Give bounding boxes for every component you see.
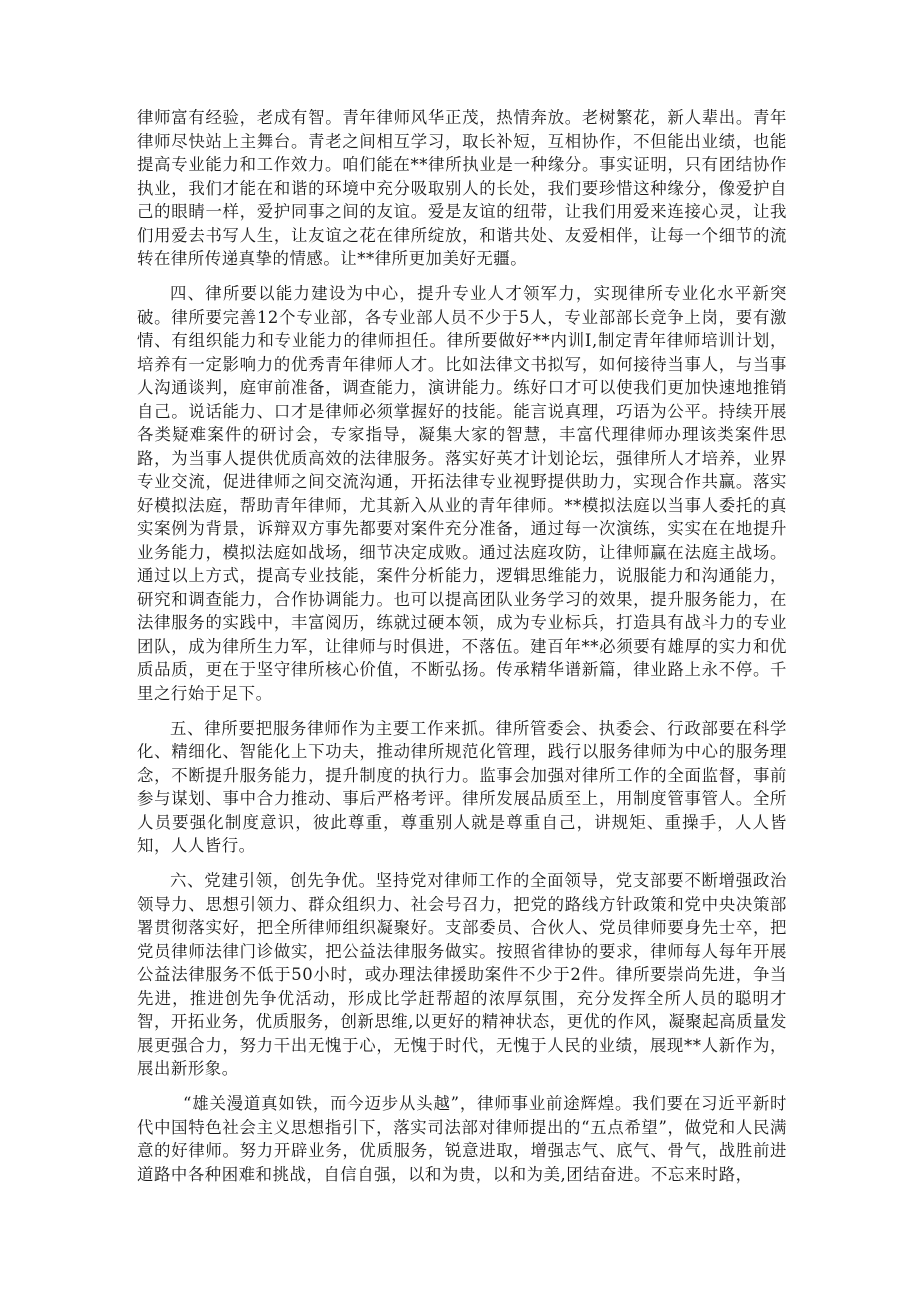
paragraph-continuation: 律师富有经验，老成有智。青年律师风华正茂，热情奔放。老树繁花，新人辈出。青年律师尽快站上主舞台。青老之间相互学习，取长补短，互相协作，不但能出业绩，也能提高专业能力和工作效力。咱们能在**律所执业是一种缘分。事实证明，只有团结协作执业，我们才能在和谐的环境中充分吸取别人的长处，我们要珍惜这种缘分，像爱护自己的眼睛一样，爱护同事之间的友谊。爱是友谊的纽带，让我们用爱来连接心灵，让我们用爱去书写人生，让友谊之花在律所绽放，和谐共处、友爱相伴，让每一个细节的流转在律所传递真挚的情感。让**律所更加美好无疆。 xyxy=(137,108,787,268)
paragraph-section-six: 六、党建引领，创先争优。坚持党对律师工作的全面领导，党支部要不断增强政治领导力、思想引领力、群众组织力、社会号召力，把党的路线方针政策和党中央决策部署贯彻落实好，把全所律师组织凝聚好。支部委员、合伙人、党员律师要身先士卒，把党员律师法律门诊做实，把公益法律服务做实。按照省律协的要求，律师每人每年开展公益法律服务不低于50小时，或办理法律援助案件不少于2件。律所要崇尚先进，争当先进，推进创先争优活动，形成比学赶帮超的浓厚氛围，充分发挥全所人员的聪明才智，开拓业务，优质服务，创新思维,以更好的精神状态，更优的作风，凝聚起高质量发展更强合力，努力干出无愧于心，无愧于时代，无愧于人民的业绩，展现**人新作为，展出新形象。 xyxy=(137,871,787,1078)
paragraph-section-four: 四、律所要以能力建设为中心，提升专业人才领军力，实现律所专业化水平新突破。律所要完善12个专业部，各专业部人员不少于5人，专业部部长竞争上岗，要有激情、有组织能力和专业能力的律师担任。律所要做好**内训I,制定青年律师培训计划，培养有一定影响力的优秀青年律师人才。比如法律文书拟写，如何接待当事人，与当事人沟通谈判，庭审前准备，调查能力，演讲能力。练好口才可以使我们更加快速地推销自己。说话能力、口才是律师必须掌握好的技能。能言说真理，巧语为公平。持续开展各类疑难案件的研讨会，专家指导，凝集大家的智慧，丰富代理律师办理该类案件思路，为当事人提供优质高效的法律服务。落实好英才计划论坛，强律所人才培养，业界专业交流，促进律师之间交流沟通，开拓法律专业视野提供助力，实现合作共赢。落实好模拟法庭，帮助青年律师，尤其新入从业的青年律师。**模拟法庭以当事人委托的真实案例为背景，诉辩双方事先都要对案件充分准备，通过每一次演练，实实在在地提升业务能力，模拟法庭如战场，细节决定成败。通过法庭攻防，让律师赢在法庭主战场。通过以上方式，提高专业技能，案件分析能力，逻辑思维能力，说服能力和沟通能力，研究和调查能力，合作协调能力。也可以提高团队业务学习的效果，提升服务能力，在法律服务的实践中，丰富阅历，练就过硬本领，成为专业标兵，打造具有战斗力的专业团队，成为律所生力军，让律师与时俱进，不落伍。建百年**必须要有雄厚的实力和优质品质，更在于坚守律所核心价值，不断弘扬。传承精华谱新篇，律业路上永不停。千里之行始于足下。 xyxy=(137,284,787,703)
paragraph-closing: “雄关漫道真如铁，而今迈步从头越”，律师事业前途辉煌。我们要在习近平新时代中国特色社会主义思想指引下，落实司法部对律师提出的“五点希望”，做党和人民满意的好律师。努力开辟业务，优质服务，锐意进取，增强志气、底气、骨气，战胜前进道路中各种困难和挑战，自信自强，以和为贵，以和为美,团结奋进。不忘来时路， xyxy=(137,1094,787,1184)
paragraph-section-five: 五、律所要把服务律师作为主要工作来抓。律所管委会、执委会、行政部要在科学化、精细化、智能化上下功夫，推动律所规范化管理，践行以服务律师为中心的服务理念，不断提升服务能力，提升制度的执行力。监事会加强对律所工作的全面监督，事前参与谋划、事中合力推动、事后严格考评。律所发展品质至上，用制度管事管人。全所人员要强化制度意识，彼此尊重，尊重别人就是尊重自己，讲规矩、重操手，人人皆知，人人皆行。 xyxy=(137,718,787,855)
document-body xyxy=(137,106,787,1186)
